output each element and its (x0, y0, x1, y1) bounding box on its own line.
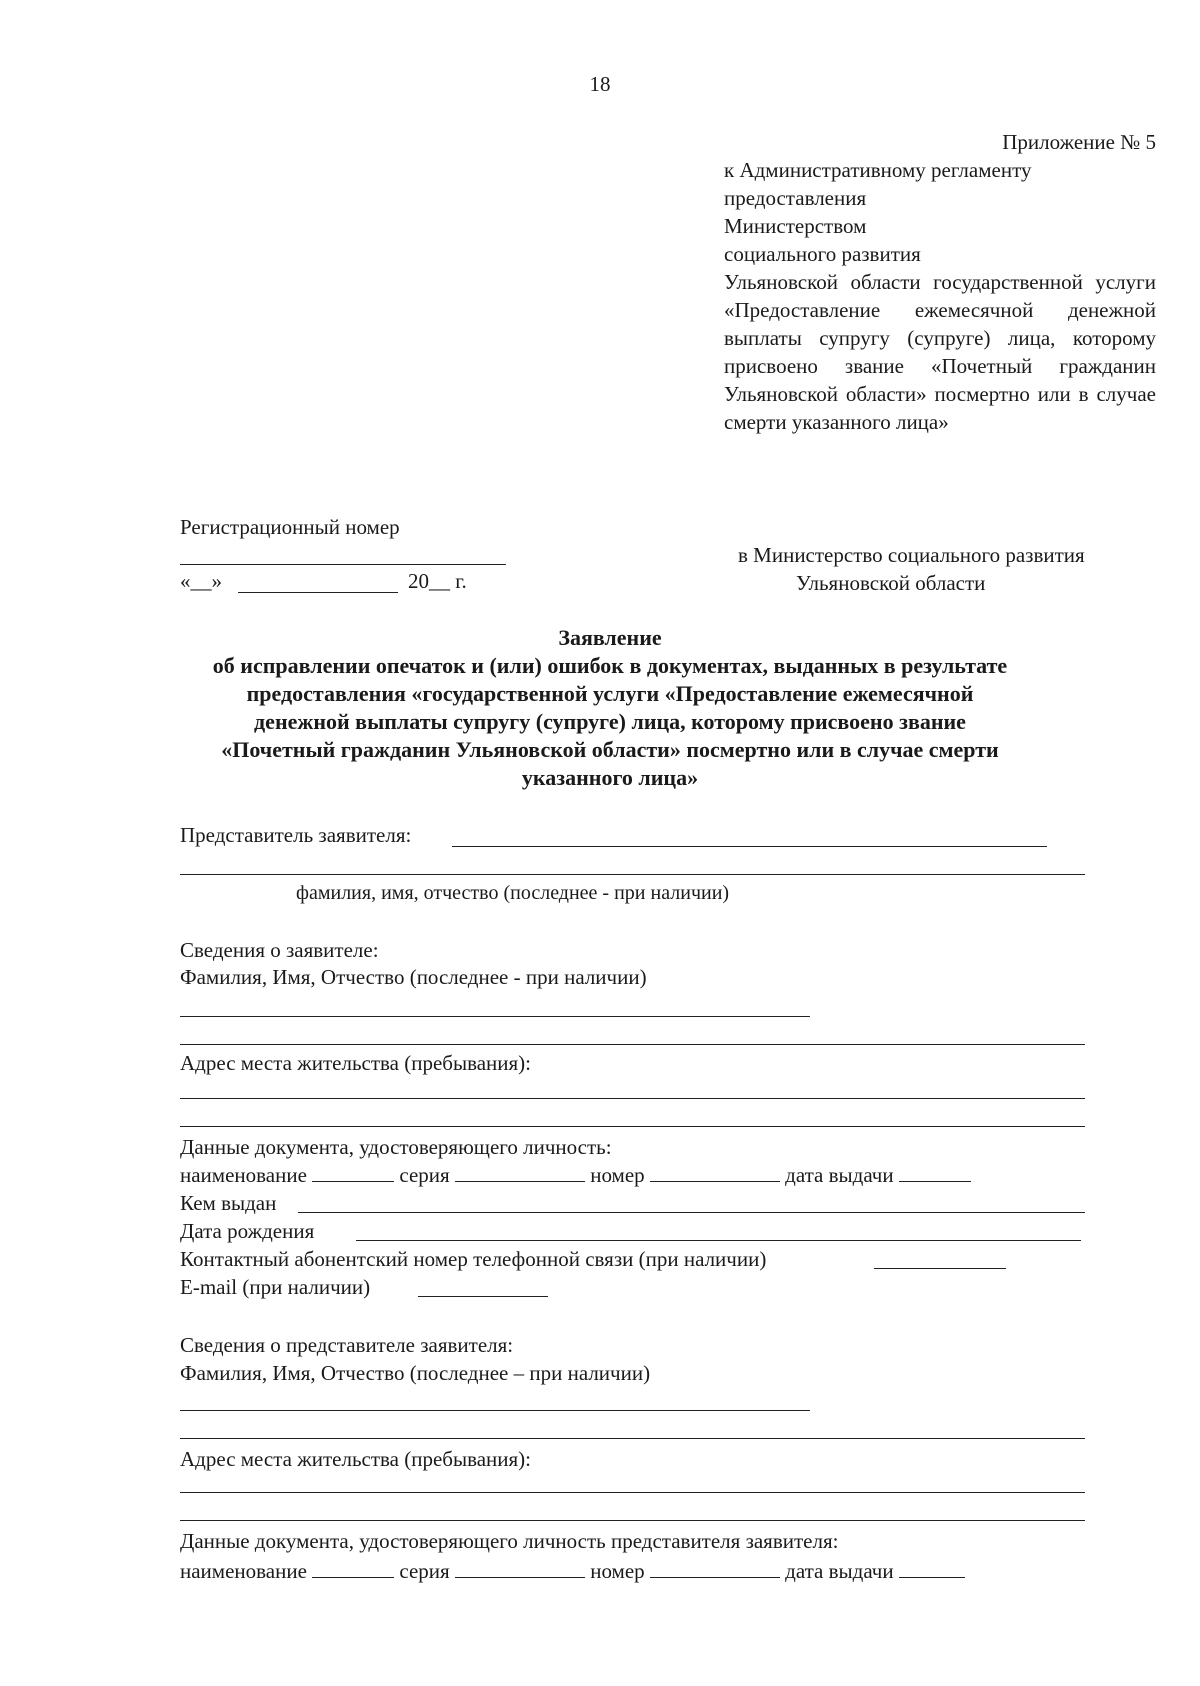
representative-field-line-1[interactable] (452, 846, 1047, 847)
rep-doc-name-field[interactable] (312, 1559, 394, 1578)
applicant-doc-date-field[interactable] (899, 1163, 971, 1182)
rep-fio-label: Фамилия, Имя, Отчество (последнее – при наличии) (180, 1361, 651, 1385)
title-line-3: предоставления «государственной услуги «Предоставление ежемесячной (246, 681, 974, 706)
rep-section-title: Сведения о представителе заявителя: (180, 1333, 514, 1357)
rep-doc-series-field[interactable] (455, 1559, 585, 1578)
title-line-4: денежной выплаты супругу (супруге) лица, которому присвоено звание (254, 709, 966, 734)
appendix-header (724, 128, 1156, 436)
rep-doc-label: Данные документа, удостоверяющего личность представителя заявителя: (180, 1529, 839, 1553)
applicant-address-line-2[interactable] (180, 1126, 1085, 1127)
title-line-1: Заявление (558, 625, 662, 650)
appendix-line-3: социального развития (724, 242, 921, 266)
rep-address-line-1[interactable] (180, 1492, 1085, 1493)
title-line-5: «Почетный гражданин Ульяновской области» посмертно или в случае смерти (221, 737, 999, 762)
addressee-line-2: Ульяновской области (796, 571, 986, 595)
applicant-email-label: E-mail (при наличии) (180, 1275, 371, 1299)
applicant-doc-name-label: наименование (180, 1163, 307, 1187)
registration-date-day[interactable]: «__» (180, 569, 222, 593)
applicant-email-field[interactable] (418, 1296, 548, 1297)
registration-date-year: 20__ г. (408, 569, 467, 593)
applicant-issued-by-field[interactable] (298, 1212, 1085, 1213)
rep-doc-name-label: наименование (180, 1559, 307, 1583)
applicant-birth-date-label: Дата рождения (180, 1219, 315, 1243)
title-line-2: об исправлении опечаток и (или) ошибок в документах, выданных в результате (212, 653, 1008, 678)
representative-field-line-2[interactable] (180, 874, 1085, 875)
applicant-birth-date-field[interactable] (356, 1240, 1081, 1241)
applicant-doc-number-label: номер (590, 1163, 645, 1187)
applicant-phone-field[interactable] (874, 1268, 1006, 1269)
rep-doc-date-label: дата выдачи (785, 1559, 894, 1583)
appendix-line-2 (724, 184, 1156, 240)
appendix-line-2-left: предоставления (724, 186, 867, 210)
applicant-phone-label: Контактный абонентский номер телефонной связи (при наличии) (180, 1247, 767, 1271)
appendix-body: Ульяновской области государственной услуги «Предоставление ежемесячной денежной выплаты супругу (супруге) лица, которому присвоено звание «Почетный гражданин Ульяновской области» посмертно или в случае смерти указанного лица» (724, 270, 1156, 434)
rep-doc-number-field[interactable] (650, 1559, 780, 1578)
appendix-line-2-right: Министерством (724, 214, 867, 238)
appendix-line-1: к Административному регламенту (724, 158, 1032, 182)
addressee-line-1: в Министерство социального развития (738, 543, 1085, 567)
applicant-fio-line-1[interactable] (180, 1016, 810, 1017)
applicant-fio-label: Фамилия, Имя, Отчество (последнее - при наличии) (180, 965, 647, 989)
applicant-doc-name-field[interactable] (312, 1163, 394, 1182)
rep-doc-number-label: номер (590, 1559, 645, 1583)
rep-fio-line-2[interactable] (180, 1438, 1085, 1439)
title-line-6: указанного лица» (521, 765, 699, 790)
page-number: 18 (589, 72, 611, 96)
applicant-doc-series-label: серия (399, 1163, 450, 1187)
rep-address-line-2[interactable] (180, 1520, 1085, 1521)
applicant-fio-line-2[interactable] (180, 1044, 1085, 1045)
registration-date-month-line[interactable] (238, 592, 398, 593)
applicant-address-label: Адрес места жительства (пребывания): (180, 1051, 532, 1075)
registration-number-line[interactable] (180, 564, 506, 565)
applicant-section-title: Сведения о заявителе: (180, 938, 379, 962)
applicant-doc-series-field[interactable] (455, 1163, 585, 1182)
applicant-issued-by-label: Кем выдан (180, 1191, 277, 1215)
rep-doc-date-field[interactable] (899, 1559, 965, 1578)
representative-caption: фамилия, имя, отчество (последнее - при наличии) (296, 882, 730, 904)
applicant-doc-row (180, 1162, 971, 1188)
rep-doc-series-label: серия (399, 1559, 450, 1583)
appendix-title: Приложение № 5 (1002, 130, 1156, 154)
rep-fio-line-1[interactable] (180, 1410, 810, 1411)
applicant-doc-date-label: дата выдачи (785, 1163, 894, 1187)
applicant-address-line-1[interactable] (180, 1098, 1085, 1099)
rep-address-label: Адрес места жительства (пребывания): (180, 1447, 532, 1471)
document-title (150, 624, 1070, 792)
applicant-doc-number-field[interactable] (650, 1163, 780, 1182)
registration-label: Регистрационный номер (180, 515, 400, 539)
representative-label: Представитель заявителя: (180, 823, 412, 847)
rep-doc-row (180, 1558, 965, 1584)
applicant-doc-label: Данные документа, удостоверяющего личность: (180, 1135, 612, 1159)
